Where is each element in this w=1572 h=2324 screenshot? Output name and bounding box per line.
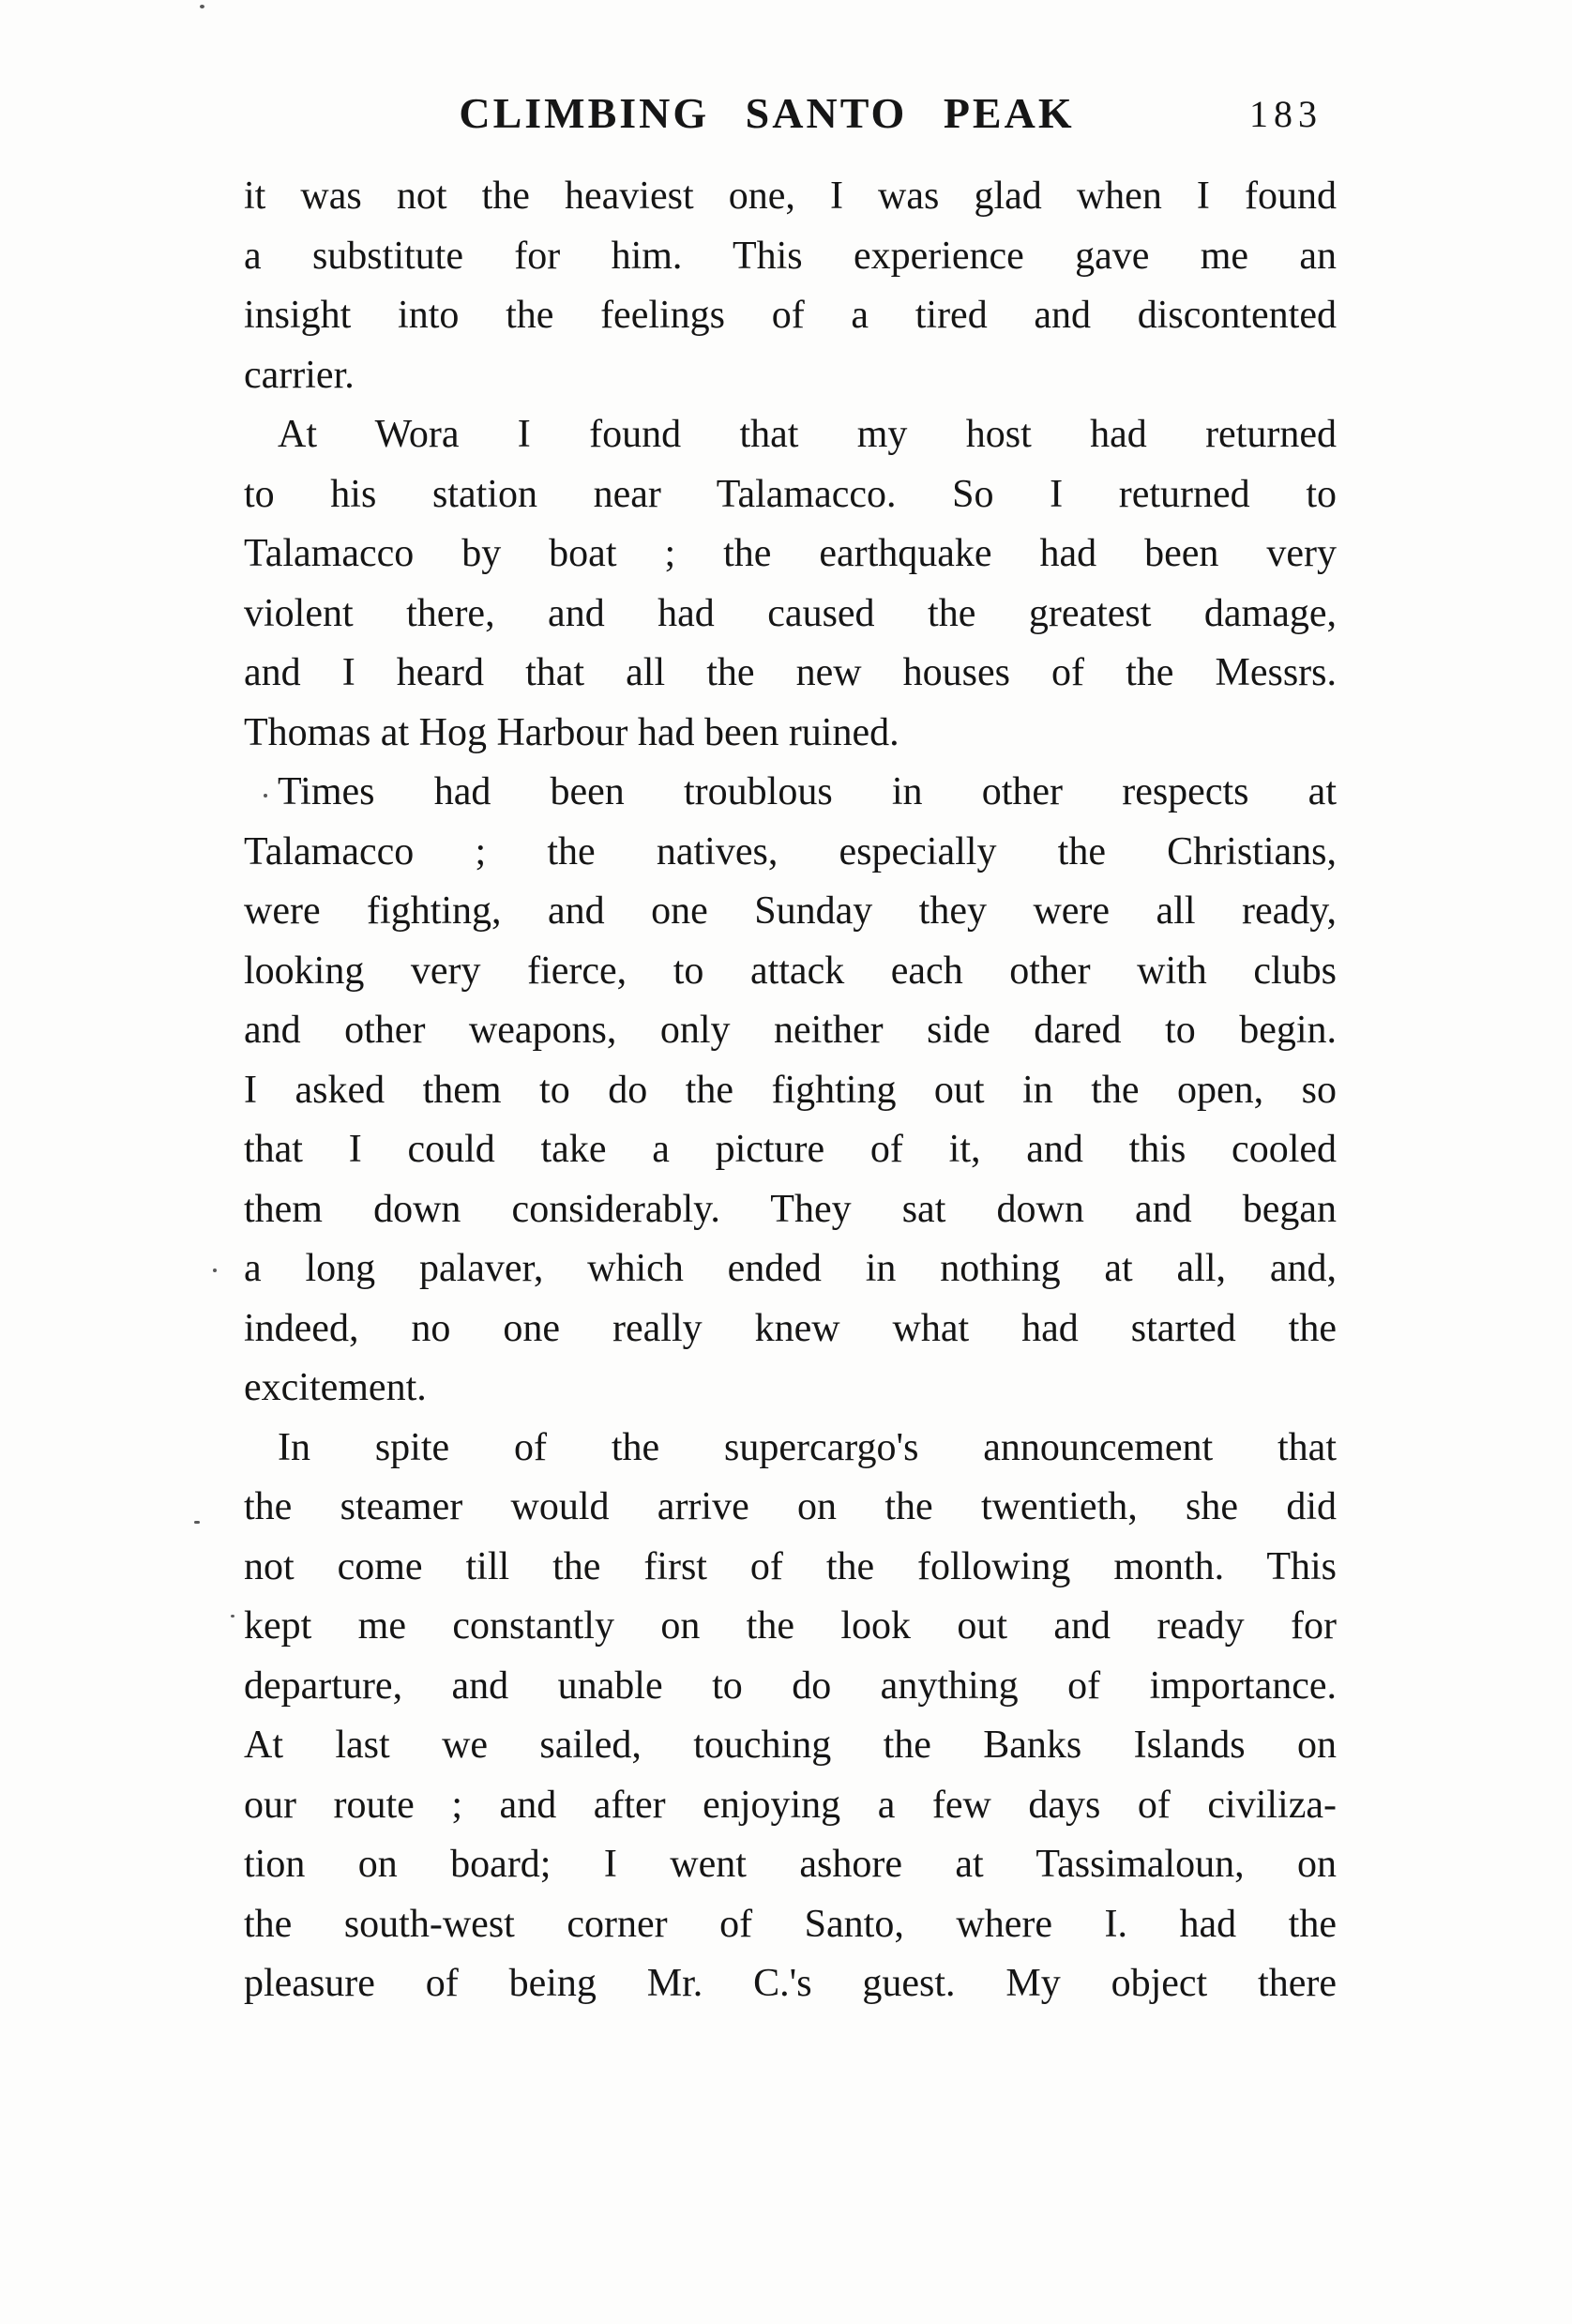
text-line: violent there, and had caused the greatest damage, [244, 591, 1337, 635]
text-line: a long palaver, which ended in nothing at all, and, [244, 1247, 1337, 1290]
text-line: pleasure of being Mr. C.'s guest. My object there [244, 1962, 1337, 2005]
text-line: excitement. [244, 1366, 427, 1409]
text-line: Times had been troublous in other respects at [278, 770, 1337, 813]
text-line: indeed, no one really knew what had started the [244, 1306, 1337, 1350]
running-header [244, 88, 1337, 141]
text-line: them down considerably. They sat down and began [244, 1187, 1337, 1231]
scan-speck [194, 1521, 200, 1524]
text-line: departure, and unable to do anything of importance. [244, 1663, 1337, 1708]
text-line: it was not the heaviest one, I was glad when I found [244, 175, 1337, 218]
text-line: Talamacco ; the natives, especially the Christians, [244, 829, 1337, 873]
scan-speck [200, 5, 204, 8]
text-line: not come till the first of the following month. This [244, 1544, 1337, 1588]
text-line: the south-west corner of Santo, where I. had the [244, 1902, 1337, 1946]
text-line: and other weapons, only neither side dared to begin. [244, 1009, 1337, 1052]
text-line: carrier. [244, 353, 355, 397]
text-line: were fighting, and one Sunday they were all ready, [244, 889, 1337, 933]
text-line: looking very fierce, to attack each other with clubs [244, 949, 1337, 993]
text-line: Thomas at Hog Harbour had been ruined. [244, 710, 899, 754]
text-line: tion on board; I went ashore at Tassimaloun, on [244, 1843, 1337, 1886]
text-line: At Wora I found that my host had returned [278, 413, 1337, 456]
text-line: a substitute for him. This experience gave me an [244, 234, 1337, 278]
text-line: kept me constantly on the look out and ready for [244, 1604, 1337, 1648]
page-title: CLIMBING SANTO PEAK [459, 89, 1075, 137]
body-text [244, 167, 1337, 2014]
text-line: At last we sailed, touching the Banks Islands on [244, 1724, 1337, 1767]
text-line: and I heard that all the new houses of the Messrs. [244, 651, 1337, 694]
text-line: to his station near Talamacco. So I returned to [244, 472, 1337, 516]
text-line: the steamer would arrive on the twentieth, she did [244, 1485, 1337, 1528]
text-line: In spite of the supercargo's announcement that [278, 1425, 1337, 1469]
page-number: 183 [1249, 93, 1323, 135]
scan-speck [213, 1268, 217, 1272]
text-line: Talamacco by boat ; the earthquake had been very [244, 532, 1337, 575]
scan-speck [231, 1615, 234, 1618]
text-line: I asked them to do the fighting out in the open, so [244, 1068, 1337, 1112]
text-line: that I could take a picture of it, and this cooled [244, 1128, 1337, 1171]
scan-speck [264, 794, 267, 797]
text-line: our route ; and after enjoying a few days of civiliza- [244, 1783, 1337, 1827]
text-line: insight into the feelings of a tired and discontented [244, 294, 1337, 337]
